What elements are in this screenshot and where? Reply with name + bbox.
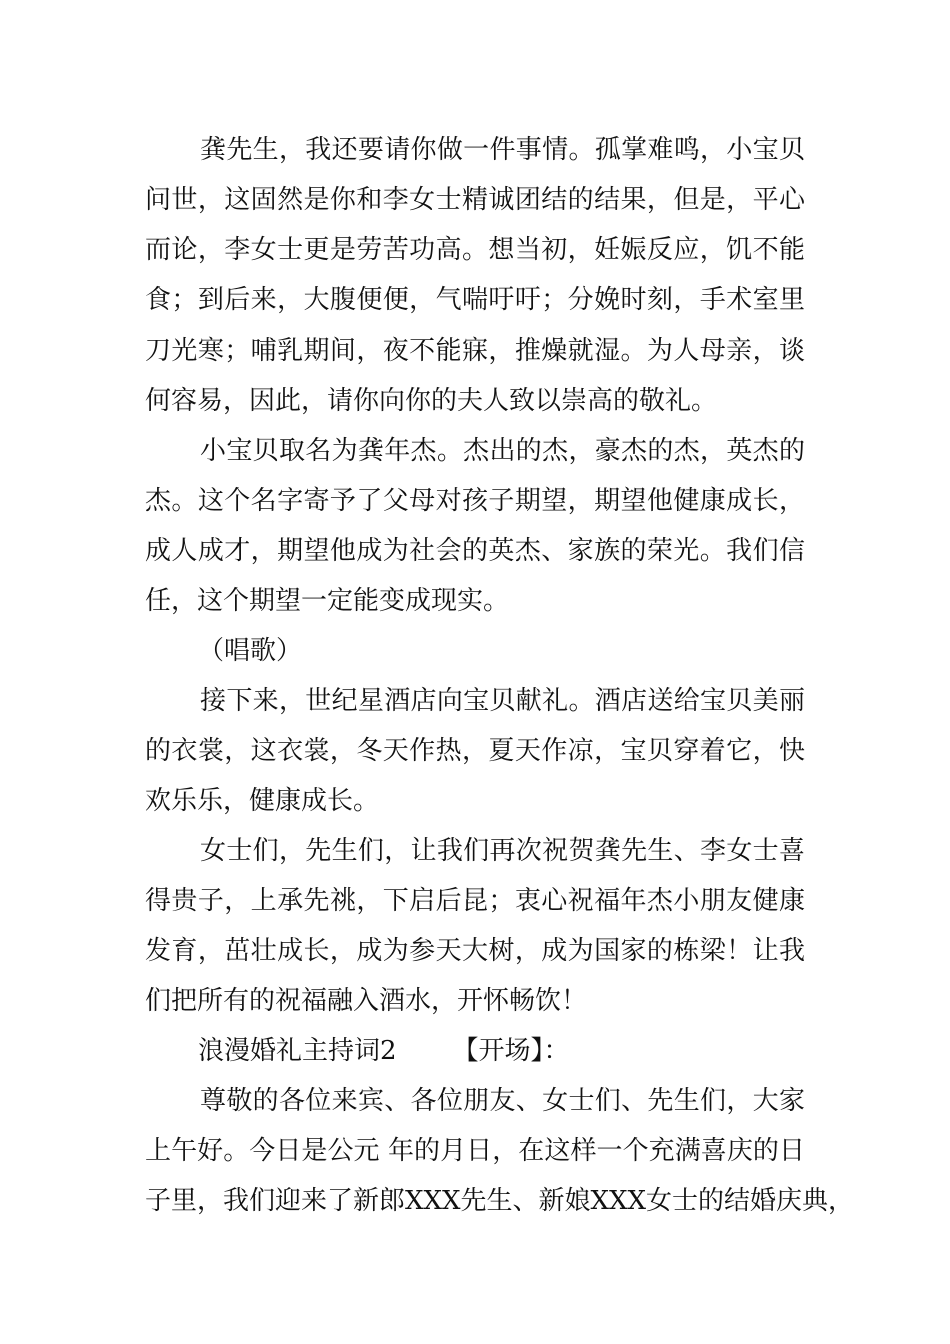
paragraph-1-line-5: 刀光寒；哺乳期间，夜不能寐，推燥就湿。为人母亲，谈 bbox=[145, 336, 805, 366]
heading-section-label: 【开场】： bbox=[452, 1036, 570, 1066]
paragraph-5-line-2: 得贵子，上承先祧，下启后昆；衷心祝福年杰小朋友健康 bbox=[145, 886, 805, 916]
singing-note: （唱歌） bbox=[198, 636, 303, 666]
paragraph-5-line-1: 女士们，先生们，让我们再次祝贺龚先生、李女士喜 bbox=[200, 836, 805, 866]
paragraph-5-line-4: 们把所有的祝福融入酒水，开怀畅饮！ bbox=[145, 986, 588, 1016]
paragraph-2-line-3: 成人成才，期望他成为社会的英杰、家族的荣光。我们信 bbox=[145, 536, 805, 566]
paragraph-1-line-2: 问世，这固然是你和李女士精诚团结的结果，但是，平心 bbox=[145, 185, 805, 215]
final-paragraph-line-1: 尊敬的各位来宾、各位朋友、女士们、先生们，大家 bbox=[200, 1086, 805, 1116]
paragraph-1-line-3: 而论，李女士更是劳苦功高。想当初，妊娠反应，饥不能 bbox=[145, 235, 805, 265]
heading-title: 浪漫婚礼主持词2 bbox=[198, 1036, 397, 1066]
paragraph-5-line-3: 发育，茁壮成长，成为参天大树，成为国家的栋梁！让我 bbox=[145, 936, 805, 966]
paragraph-1-line-4: 食；到后来，大腹便便，气喘吁吁；分娩时刻，手术室里 bbox=[145, 285, 805, 315]
paragraph-2-line-2: 杰。这个名字寄予了父母对孩子期望，期望他健康成长， bbox=[145, 486, 805, 516]
paragraph-4-line-3: 欢乐乐，健康成长。 bbox=[145, 786, 380, 816]
paragraph-1-line-6: 何容易，因此，请你向你的夫人致以崇高的敬礼。 bbox=[145, 386, 718, 416]
paragraph-1-line-1: 龚先生，我还要请你做一件事情。孤掌难鸣，小宝贝 bbox=[200, 135, 805, 165]
final-paragraph-line-2: 上午好。今日是公元 年的月日，在这样一个充满喜庆的日 bbox=[145, 1136, 805, 1166]
paragraph-2-line-1: 小宝贝取名为龚年杰。杰出的杰，豪杰的杰，英杰的 bbox=[200, 436, 805, 466]
paragraph-4-line-2: 的衣裳，这衣裳，冬天作热，夏天作凉，宝贝穿着它，快 bbox=[145, 736, 805, 766]
paragraph-4-line-1: 接下来，世纪星酒店向宝贝献礼。酒店送给宝贝美丽 bbox=[200, 686, 805, 716]
final-paragraph-line-3: 子里，我们迎来了新郎XXX先生、新娘XXX女士的结婚庆典， bbox=[145, 1186, 855, 1216]
paragraph-2-line-4: 任，这个期望一定能变成现实。 bbox=[145, 586, 510, 616]
section-heading bbox=[198, 1031, 858, 1071]
